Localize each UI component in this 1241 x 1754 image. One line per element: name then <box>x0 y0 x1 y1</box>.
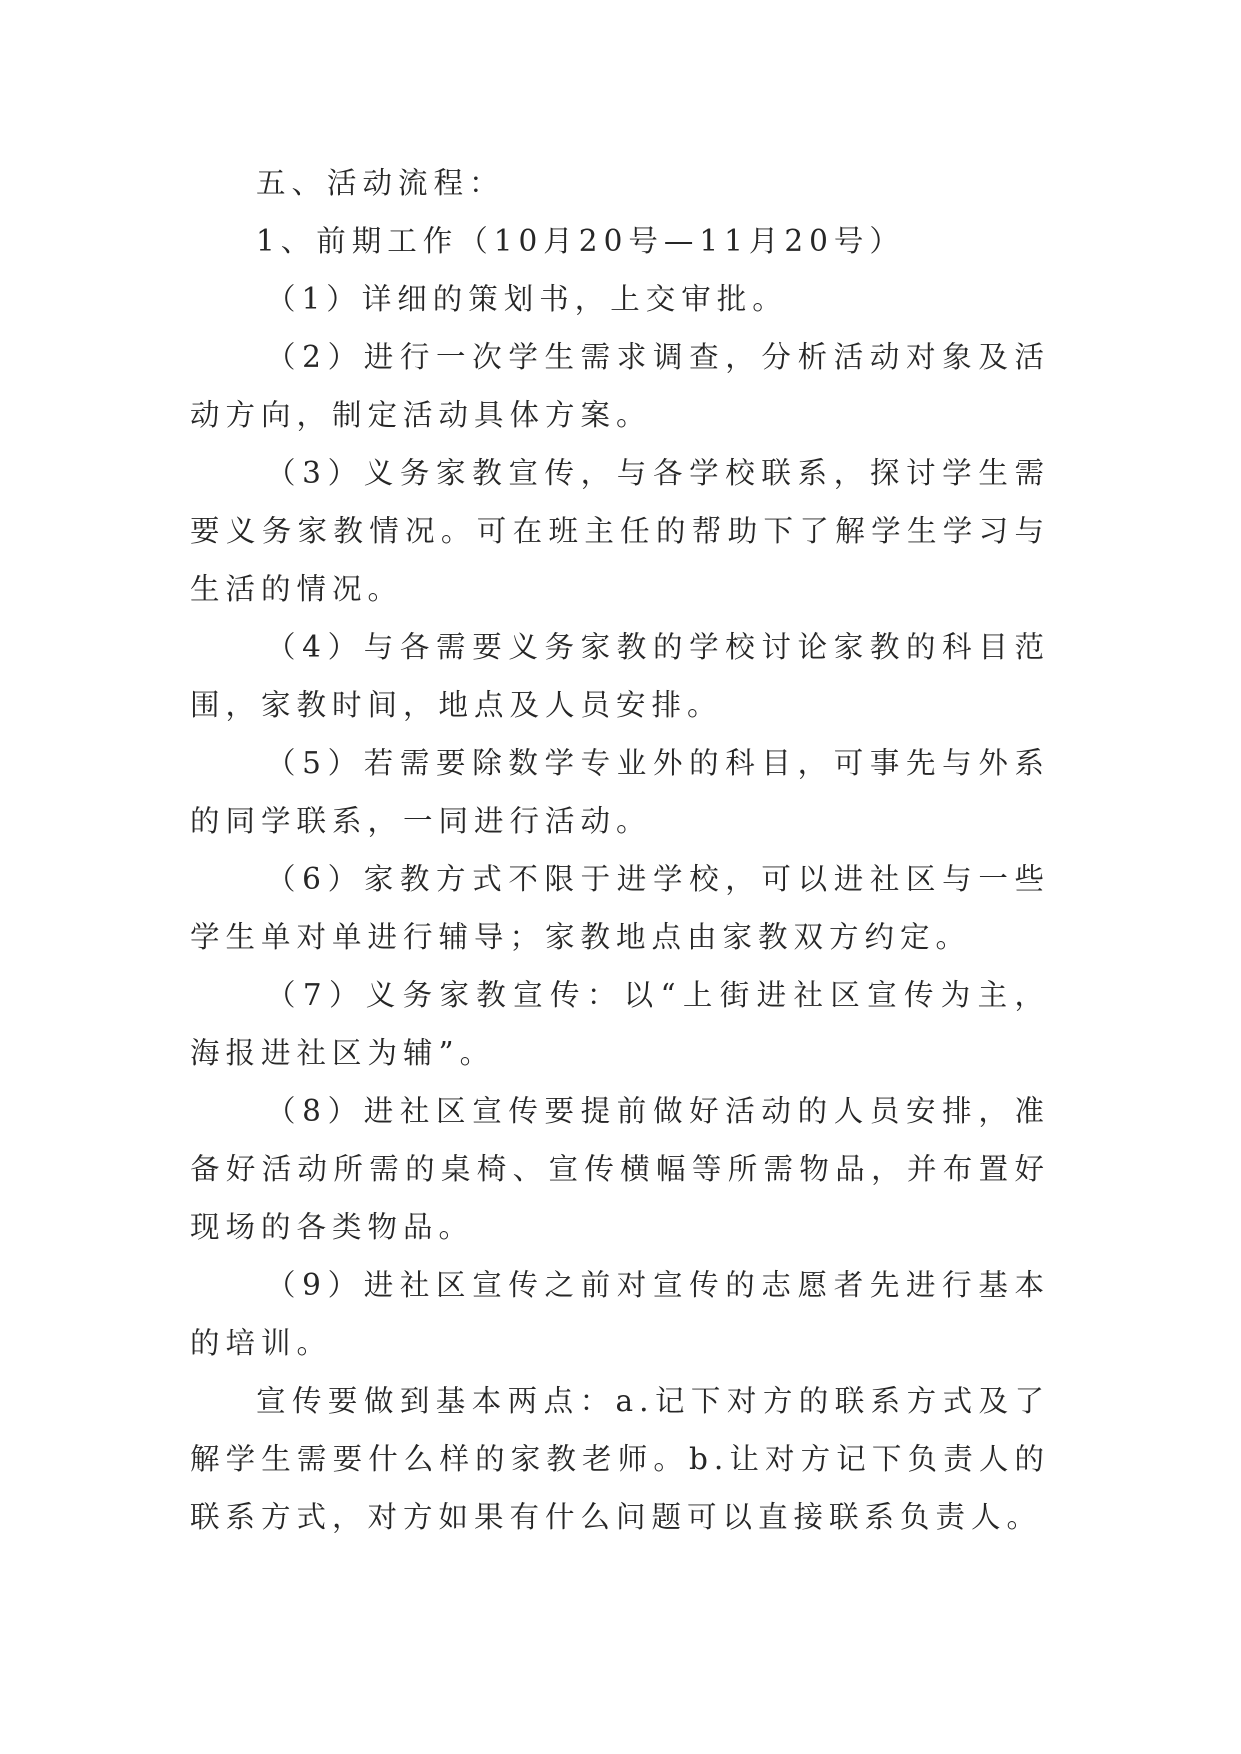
list-item-7: （7）义务家教宣传：以“上街进社区宣传为主，海报进社区为辅”。 <box>190 978 1050 1070</box>
document-body <box>190 154 1050 1546</box>
list-item-2: （2）进行一次学生需求调查，分析活动对象及活动方向，制定活动具体方案。 <box>190 340 1050 432</box>
list-item-9: （9）进社区宣传之前对宣传的志愿者先进行基本的培训。 <box>190 1268 1050 1360</box>
list-item-1: （1）详细的策划书，上交审批。 <box>266 282 788 316</box>
list-item-5: （5）若需要除数学专业外的科目，可事先与外系的同学联系，一同进行活动。 <box>190 746 1050 838</box>
list-item-4: （4）与各需要义务家教的学校讨论家教的科目范围，家教时间，地点及人员安排。 <box>190 630 1050 722</box>
closing-paragraph: 宣传要做到基本两点：a.记下对方的联系方式及了解学生需要什么样的家教老师。b.让对方记下负责人的联系方式，对方如果有什么问题可以直接联系负责人。 <box>190 1384 1050 1534</box>
list-item-8: （8）进社区宣传要提前做好活动的人员安排，准备好活动所需的桌椅、宣传横幅等所需物品，并布置好现场的各类物品。 <box>190 1094 1050 1244</box>
list-item-3: （3）义务家教宣传，与各学校联系，探讨学生需要义务家教情况。可在班主任的帮助下了解学生学习与生活的情况。 <box>190 456 1050 606</box>
section-heading: 五、活动流程： <box>256 166 505 200</box>
list-item-6: （6）家教方式不限于进学校，可以进社区与一些学生单对单进行辅导；家教地点由家教双方约定。 <box>190 862 1050 954</box>
subsection-heading: 1、前期工作（10月20号—11月20号） <box>256 224 905 258</box>
